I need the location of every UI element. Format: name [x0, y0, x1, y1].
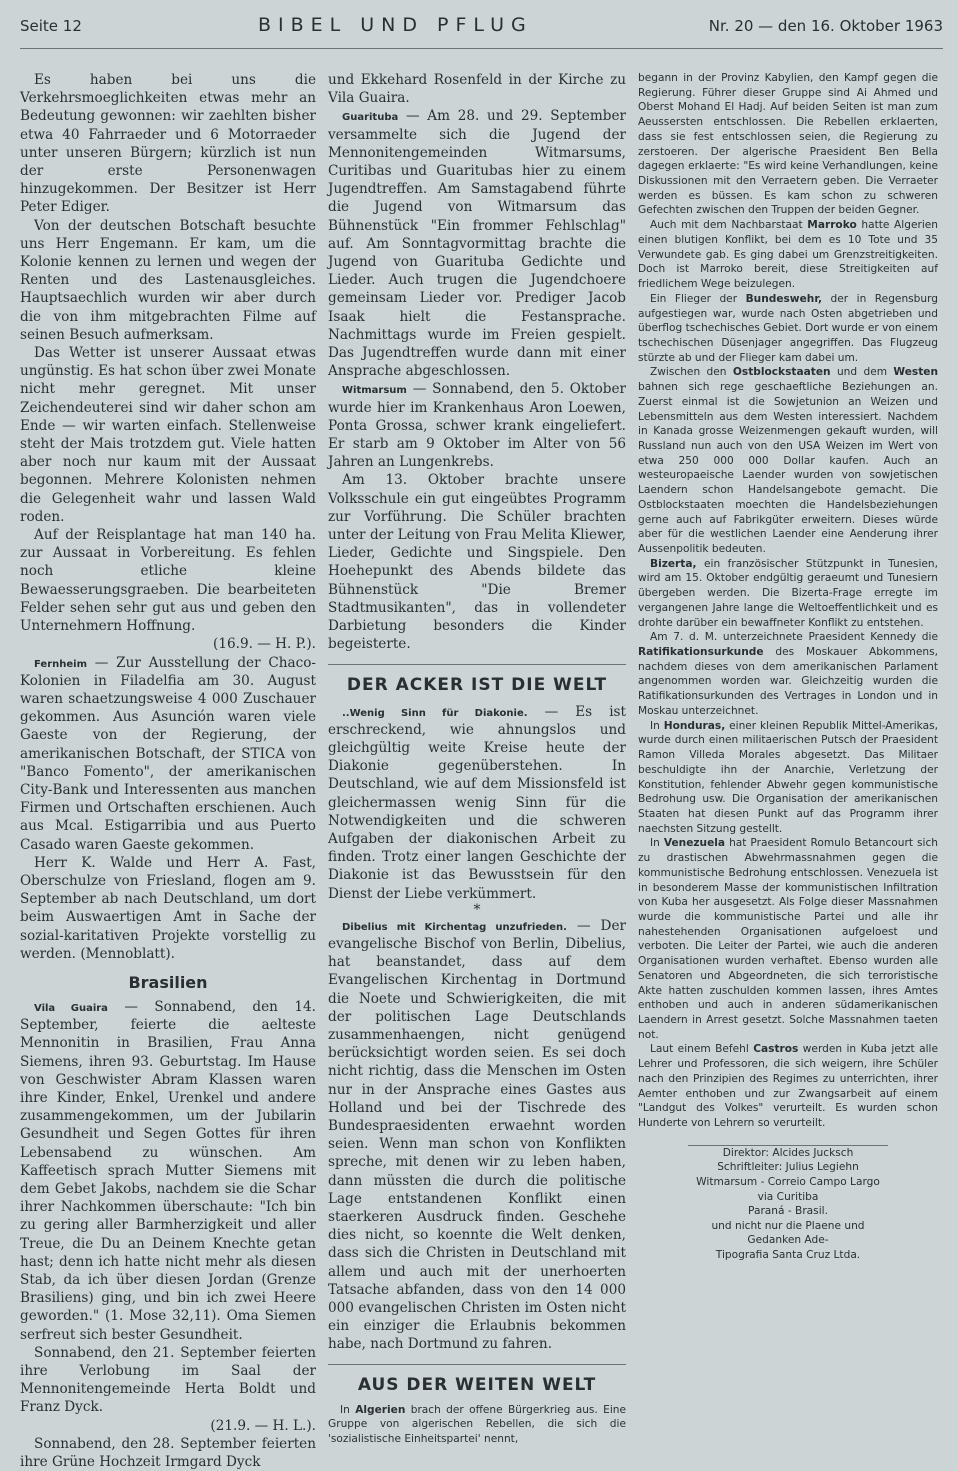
- column-2: [328, 71, 627, 1446]
- section-heading: DER ACKER IST DIE WELT: [328, 664, 626, 703]
- section-heading: AUS DER WEITEN WELT: [328, 1364, 626, 1403]
- imprint-line: Direktor: Alcides Jucksch: [722, 1146, 854, 1159]
- article-paragraph: Es haben bei uns die Verkehrsmoeglichkeiten etwas mehr an Bedeutung gewonnen: wir zaehlten bisher etwa 40 Fahrraeder und 6 Motorraeder unter unseren Bürgern; kürzlich ist nun der erste Personenwagen hinzugekommen. Der Besitzer ist Herr Peter Ediger.: [20, 72, 316, 216]
- columns: [20, 71, 943, 1471]
- imprint-line: Paraná - Brasil.: [748, 1205, 828, 1218]
- article-paragraph: und Ekkehard Rosenfeld in der Kirche zu Vila Guaira.: [328, 72, 626, 107]
- keyword: Bizerta,: [650, 557, 697, 570]
- article-paragraph: ..Wenig Sinn für Diakonie. — Es ist erschreckend, wie ahnungslos und gleichgültig weite Kreise heute der Diakonie gegenüberstehen. In Deutschland, wie auf dem Missionsfeld ist gleichermassen wenig Sinn für die Notwendigkeiten und die schweren Aufgaben der diakonischen Arbeit zu finden. Trotz einer langen Geschichte der Diakonie ist das Bewusstsein für den Dienst der Liebe verkümmert.: [328, 703, 626, 902]
- column-1: [20, 71, 316, 1471]
- article-paragraph: Guarituba — Am 28. und 29. September versammelte sich die Jugend der Mennonitengemeinden Witmarsums, Curitibas und Guaritubas hier zu einem Jugendtreffen. Am Samstagabend führte die Jugend von Witmarsum das Bühnenstück "Ein frommer Fehlschlag" auf. Am Sonntagvormittag brachte die Jugend von Guarituba Gedichte und Lieder. Auch trugen die Jugendchoere gemeinsam Lieder vor. Prediger Jacob Isaak hielt die Festansprache. Nachmittags wurde im Freien gespielt. Das Jugendtreffen wurde dann mit einer Ansprache abgeschlossen.: [328, 108, 626, 380]
- article-paragraph: Auch mit dem Nachbarstaat Marroko hatte Algerien einen blutigen Konflikt, bei dem es 10 Tote und 35 Verwundete gab. Es ging dabei um Grenzstreitigkeiten. Doch ist Marroko bereit, diese Streitigkeiten auf friedlichem Wege beizulegen.: [638, 219, 938, 291]
- keyword: Venezuela: [663, 837, 726, 850]
- article-paragraph: In Algerien brach der offene Bürgerkrieg aus. Eine Gruppe von algerischen Rebellen, die sich die 'sozialistische Einheitspartei' nennt,: [328, 1403, 627, 1446]
- imprint: [688, 1145, 888, 1263]
- article-paragraph: In Honduras, einer kleinen Republik Mittel-Amerikas, wurde durch einen militaerischen Putsch der Praesident Ramon Villeda Morales abgesetzt. Das Militaer beschuldigte ihn der Anarchie, Verletzung der Konstitution, fehlender Abwehr gegen kommunistische Bedrohung usw. Die Organisation der amerikanischen Staaten hat diesen Punkt auf das Programm ihrer naechsten Sitzung gestellt.: [638, 719, 938, 835]
- column-3: [638, 71, 938, 1401]
- page-number: Seite 12: [20, 17, 82, 35]
- keyword: Algerien: [355, 1403, 406, 1416]
- article-paragraph: Laut einem Befehl Castros werden in Kuba jetzt alle Lehrer und Professoren, die sich weigern, ihre Schüler nach den Prinzipien des Regimes zu unterrichten, ihrer Aemter enthoben und zur Zwangsarbeit auf einem "Landgut des Volkes" verurteilt. Es wurden schon Hunderte von Lehrern so verurteilt.: [638, 1043, 938, 1130]
- article-paragraph: Von der deutschen Botschaft besuchte uns Herr Engemann. Er kam, um die Kolonie kennen zu lernen und wegen der Renten und des Lastenausgleiches. Hauptsaechlich wurden wir aber durch die von ihm mitgebrachten Filme auf seinen Besuch aufmerksam.: [20, 217, 316, 343]
- article-paragraph: Fernheim — Zur Ausstellung der Chaco-Kolonien in Filadelfia am 30. August waren schaetzungsweise 4 000 Zuschauer gekommen. Aus Asunción waren viele Gaeste von der Regierung, der amerikanischen Botschaft, der STICA von "Banco Fomento", der amerikanischen City-Bank und Interessenten aus manchen Firmen und Ortschaften erschienen. Auch aus Mcal. Estigarribia und aus Puerto Casado waren Gaeste gekommen.: [20, 654, 316, 853]
- headline: ..Wenig Sinn für Diakonie.: [342, 707, 528, 719]
- dateline: Vila Guaira: [34, 1002, 108, 1014]
- article-paragraph: Zwischen den Ostblockstaaten und dem Westen bahnen sich rege geschaeftliche Beziehungen an. Zuerst einmal ist die Sowjetunion an Weizen und Lebensmitteln aus dem Westen interessiert. Nachdem in Kanada grosse Weizenmengen gekauft wurden, will Russland nun auch von den USA Weizen im Wert von etwa 250 000 000 Dollar kaufen. Auch an westeuropaeische Laender wurden von sowjetischen Laendern schon Handelsangebote gemacht. Die Ostblockstaaten moechten die Handelsbeziehungen gerne auch auf Fabrikgüter erweitern. Dieses würde aber für die westlichen Laender eine Aenderung ihrer Aussenpolitik bedeuten.: [638, 366, 939, 555]
- article-paragraph: Dibelius mit Kirchentag unzufrieden. — Der evangelische Bischof von Berlin, Dibelius, hat beanstandet, dass auf dem Evangelischen Kirchentag in Dortmund die Noete und Schwierigkeiten, die mit der politischen Lage Deutschlands zusammenhaengen, nicht genügend berücksichtigt worden seien. Es sei doch nicht richtig, dass die Menschen im Osten nur in der Ansprache eines Gastes aus Holland und bei der Tischrede des Bundespraesidenten erwaehnt worden seien. Wenn man schon von Konflikten spreche, mit denen wir zu leben haben, dann müssten die durch die politische Lage entstandenen Konflikt einen staerkeren Ausdruck finden. Geschehe dies nicht, so koennte die Welt denken, dass sich die Christen in Deutschland mit allem und auch mit der unerhoerten Tatsache abfanden, dass von den 14 000 000 evangelischen Christen im Osten nicht ein einziger die Erlaubnis bekommen habe, nach Dortmund zu fahren.: [328, 917, 626, 1353]
- article-paragraph: Witmarsum — Sonnabend, den 5. Oktober wurde hier im Krankenhaus Aron Loewen, Ponta Grossa, schwer krank eingeliefert. Er starb am 9 Oktober im Alter von 56 Jahren an Lungenkrebs.: [328, 381, 626, 471]
- article-paragraph: In Venezuela hat Praesident Romulo Betancourt sich zu drastischen Abwehrmassnahmen gegen die kommunistische Bedrohung entschlossen. Venezuela ist in besonderem Masse der kommunistischen Infiltration von Kuba her ausgesetzt. Als Folge dieser Massnahmen wurde die kommunistische Partei und alle ihr nahestehenden Organisationen aufgeloest und verboten. Die Leiter der Partei, wie auch die anderen Organisationen wurden verhaftet. Ebenso wurden alle Senatoren und Abgeordneten, die sich terroristische Akte hatten zuschulden kommen lassen, ihres Amtes enthoben und auch in anderen südamerikanischen Laendern in Arrest gesetzt. Solche Massnahmen taeten not.: [638, 837, 939, 1041]
- article-paragraph: Am 13. Oktober brachte unsere Volksschule ein gut eingeübtes Programm zur Vorführung. Die Schüler brachten unter der Leitung von Frau Melita Kliewer, Lieder, Gedichte und Singspiele. Den Hoehepunkt des Abends bildete das Bühnenstück "Die Bremer Stadtmusikanten", das in vollendeter Darbietung besonders die Kinder begeisterte.: [328, 472, 626, 653]
- imprint-line: Schriftleiter: Julius Legiehn: [717, 1161, 859, 1174]
- masthead-title: BIBEL UND PFLUG: [257, 14, 533, 36]
- article-paragraph: Herr K. Walde und Herr A. Fast, Oberschulze von Friesland, flogen am 9. September ab nach Deutschland, um dort beim Auswaertigen Amt in Sache der sozial-karitativen Projekte vorstellig zu werden. (Mennoblatt).: [20, 854, 316, 962]
- header-rule: [20, 48, 943, 49]
- keyword: Marroko: [807, 219, 857, 232]
- article-paragraph: Das Wetter ist unserer Aussaat etwas ungünstig. Es hat schon über zwei Monate nicht mehr geregnet. Mit unser Zeichendeuterei sind wir daher schon am Ende — wir warten einfach. Stellenweise steht der Mais trotzdem gut. Viele hatten aber noch nur kaum mit der Aussaat begonnen. Mehrere Kolonisten nehmen die Gelegenheit wahr und lassen Wald roden.: [20, 345, 316, 525]
- keyword: Ratifikationsurkunde: [638, 646, 764, 659]
- signature: (16.9. — H. P.).: [213, 636, 316, 653]
- keyword: Ostblockstaaten: [732, 366, 831, 379]
- keyword: Bundeswehr,: [745, 292, 823, 305]
- article-paragraph: Am 7. d. M. unterzeichnete Praesident Kennedy die Ratifikationsurkunde des Moskauer Abkommens, nachdem dieses von dem amerikanischen Parlament angenommen worden war. Gleichzeitig wurden die Ratifikationsurkunden des Vertrages in London und in Moskau unterzeichnet.: [638, 631, 938, 717]
- article-paragraph: Bizerta, ein französischer Stützpunkt in Tunesien, wird am 15. Oktober endgültig geraeumt und Tunesiern übergeben werden. Die Bizerta-Frage erregte im vergangenen Jahre lange die Weltoeffentlichkeit und es drohte darüber ein bewaffneter Konflikt zu entstehen.: [638, 557, 938, 629]
- article-paragraph: Sonnabend, den 21. September feierten ihre Verlobung im Saal der Mennonitengemeinde Herta Boldt und Franz Dyck. (21.9. — H. L.).: [20, 1344, 316, 1434]
- article-paragraph: begann in der Provinz Kabylien, den Kampf gegen die Regierung. Führer dieser Gruppe sind Ai Ahmed und Oberst Mohand El Hadj. Auf beiden Seiten ist man zum Aeussersten entschlossen. Die Rebellen erklaerten, dass sie fest entschlossen seien, die Regierung zu zerstoeren. Der algerische Praesident Ben Bella dagegen erklaerte: "Es wird keine Verhandlungen, keine Diskussionen mit den Verraetern geben. Die Verraeter werden es büssen. Es kam schon zu schweren Gefechten zwischen den Truppen der beiden Gegner.: [638, 72, 938, 217]
- keyword: Castros: [753, 1043, 799, 1056]
- keyword: Honduras,: [663, 719, 726, 732]
- separator-star: *: [473, 901, 481, 918]
- sans-block: [328, 1403, 626, 1447]
- article-paragraph: Ein Flieger der Bundeswehr, der in Regensburg aufgestiegen war, wurde nach Osten abgetrieben und überflog tschechisches Gebiet. Dort wurde er von einem tschechischen Düsenjager angegriffen. Das Flugzeug stürzte ab und der Flieger kam dabei um.: [638, 292, 939, 364]
- issue-date: Nr. 20 — den 16. Oktober 1963: [708, 17, 943, 35]
- article-paragraph: Sonnabend, den 28. September feierten ihre Grüne Hochzeit Irmgard Dyck: [20, 1435, 316, 1471]
- dateline: Fernheim: [34, 658, 88, 670]
- signature: (21.9. — H. L.).: [210, 1417, 316, 1434]
- page-header: [20, 14, 943, 44]
- section-heading: Brasilien: [128, 972, 208, 992]
- imprint-line: und nicht nur die Plaene und Gedanken Ade-: [711, 1219, 865, 1247]
- imprint-line: Witmarsum - Correio Campo Largo via Curitiba: [696, 1175, 880, 1203]
- imprint-line: Tipografia Santa Cruz Ltda.: [715, 1249, 861, 1262]
- dateline: Guarituba: [342, 112, 399, 124]
- dateline: Witmarsum: [342, 385, 407, 397]
- headline: Dibelius mit Kirchentag unzufrieden.: [342, 921, 567, 933]
- article-paragraph: Vila Guaira — Sonnabend, den 14. September, feierte die aelteste Mennonitin in Brasilien, Frau Anna Siemens, ihren 93. Geburtstag. Im Hause von Geschwister Abram Klassen waren ihre Kinder, Enkel, Urenkel und andere zusammengekommen, um der Jubilarin Gesundheit und Segen Gottes für ihren Lebensabend zu wünschen. Am Kaffeetisch sprach Mutter Siemens mit dem Gebet Jakobs, nachdem sie die Schar ihrer Nachkommen überschaute: "Ich bin zu gering aller Barmherzigkeit und aller Treue, die Du an Deinem Knechte getan hast; denn ich hatte nicht mehr als diesen Stab, da ich über diesen Jordan (Grenze Brasiliens) ging, und bin ich zwei Heere geworden." (1. Mose 32,11). Oma Siemen serfreut sich bester Gesundheit.: [20, 998, 316, 1343]
- keyword: Westen: [893, 366, 939, 379]
- article-paragraph: Auf der Reisplantage hat man 140 ha. zur Aussaat in Vorbereitung. Es fehlen noch etliche kleine Bewaesserungsgraeben. Die bearbeiteten Felder sehen sehr gut aus und geben den Unternehmern Hoffnung. (16.9. — H. P.).: [20, 527, 316, 653]
